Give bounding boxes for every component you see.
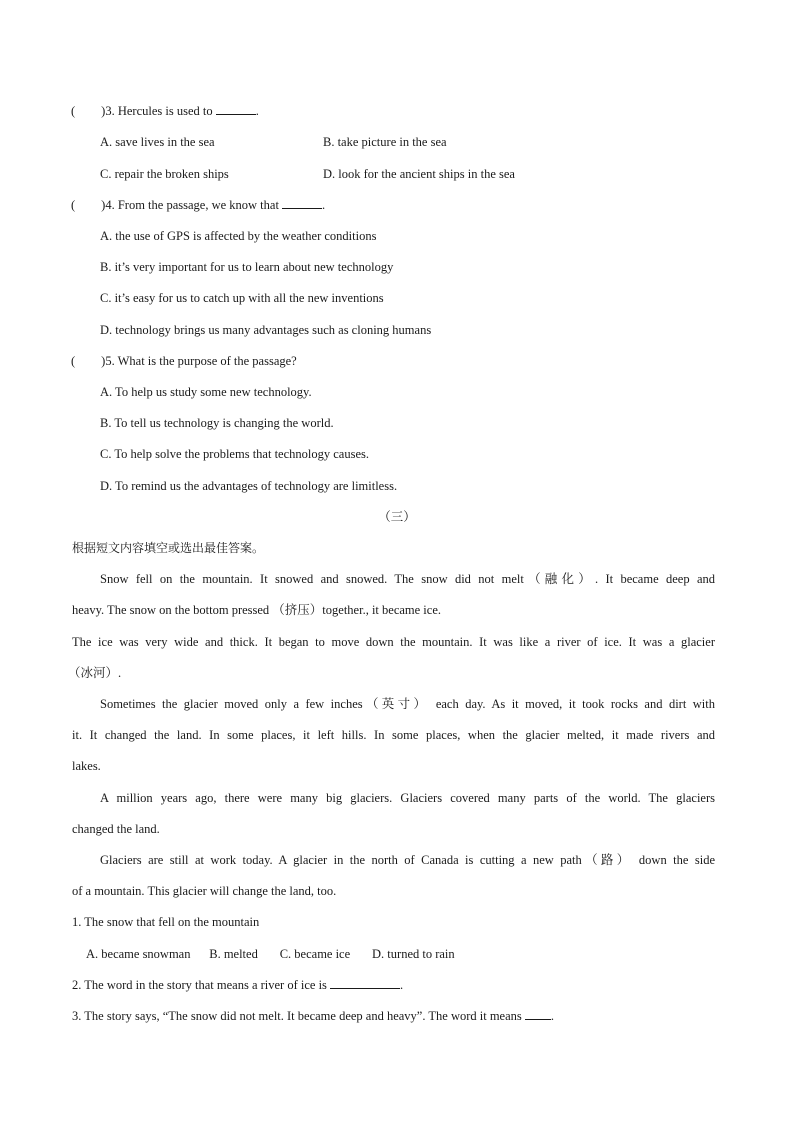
passage-line-3: The ice was very wide and thick. It began to move down the mountain. It was like a river of ice. It was a glacier	[72, 635, 715, 649]
paren-open: (	[71, 104, 76, 118]
period: .	[255, 104, 259, 118]
paren-open: (	[71, 198, 76, 212]
q4-option-b: B. it’s very important for us to learn about new technology	[100, 260, 394, 274]
s3-question-2	[72, 977, 403, 993]
q5-option-a: A. To help us study some new technology.	[100, 385, 312, 399]
q3-option-c: C. repair the broken ships	[100, 167, 229, 181]
question-3-stem	[71, 103, 259, 119]
period: .	[322, 198, 326, 212]
passage-line-1: Snow fell on the mountain. It snowed and snowed. The snow did not melt（融化）. It became deep and	[100, 572, 715, 586]
s3-question-1-options: A. became snowman B. melted C. became ice D. turned to rain	[86, 947, 455, 961]
question-text: )4. From the passage, we know that	[101, 198, 279, 212]
question-4-stem	[71, 197, 325, 213]
period: .	[400, 978, 404, 992]
section-heading: （三）	[378, 510, 416, 524]
q3-option-a: A. save lives in the sea	[100, 135, 215, 149]
q5-option-c: C. To help solve the problems that technology causes.	[100, 447, 369, 461]
passage-line-9: changed the land.	[72, 822, 160, 836]
answer-blank[interactable]	[216, 103, 256, 115]
passage-line-11: of a mountain. This glacier will change the land, too.	[72, 884, 337, 898]
q5-option-b: B. To tell us technology is changing the world.	[100, 416, 334, 430]
q4-option-d: D. technology brings us many advantages such as cloning humans	[100, 323, 432, 337]
q4-option-c: C. it’s easy for us to catch up with all the new inventions	[100, 291, 384, 305]
passage-line-10: Glaciers are still at work today. A glacier in the north of Canada is cutting a new path（路） down the side	[100, 853, 715, 867]
passage-line-5: Sometimes the glacier moved only a few inches（英寸） each day. As it moved, it took rocks and dirt with	[100, 697, 715, 711]
passage-line-6: it. It changed the land. In some places, it left hills. In some places, when the glacier melted, it made rivers and	[72, 728, 715, 742]
q3-option-d: D. look for the ancient ships in the sea	[323, 167, 515, 181]
question-text: 2. The word in the story that means a river of ice is	[72, 978, 327, 992]
q5-option-d: D. To remind us the advantages of technology are limitless.	[100, 479, 398, 493]
passage-line-8: A million years ago, there were many big glaciers. Glaciers covered many parts of the world. The glaciers	[100, 791, 715, 805]
q4-option-a: A. the use of GPS is affected by the weather conditions	[100, 229, 377, 243]
passage-line-2: heavy. The snow on the bottom pressed （挤压）together., it became ice.	[72, 603, 442, 617]
period: .	[550, 1009, 555, 1023]
passage-line-7: lakes.	[72, 759, 101, 773]
answer-blank[interactable]	[282, 197, 322, 209]
section-instruction: 根据短文内容填空或选出最佳答案。	[72, 541, 265, 555]
s3-question-3	[72, 1008, 554, 1024]
q3-option-b: B. take picture in the sea	[323, 135, 447, 149]
question-text: 3. The story says, “The snow did not melt. It became deep and heavy”. The word it means	[72, 1009, 522, 1023]
paren-open: (	[71, 354, 76, 368]
answer-blank[interactable]	[525, 1008, 551, 1020]
question-text: )3. Hercules is used to	[101, 104, 213, 118]
answer-blank[interactable]	[330, 977, 400, 989]
question-text: )5. What is the purpose of the passage?	[101, 354, 297, 368]
passage-line-4: （冰河）.	[68, 666, 122, 680]
s3-question-1-stem: 1. The snow that fell on the mountain	[72, 915, 260, 929]
question-5-stem	[71, 353, 297, 369]
